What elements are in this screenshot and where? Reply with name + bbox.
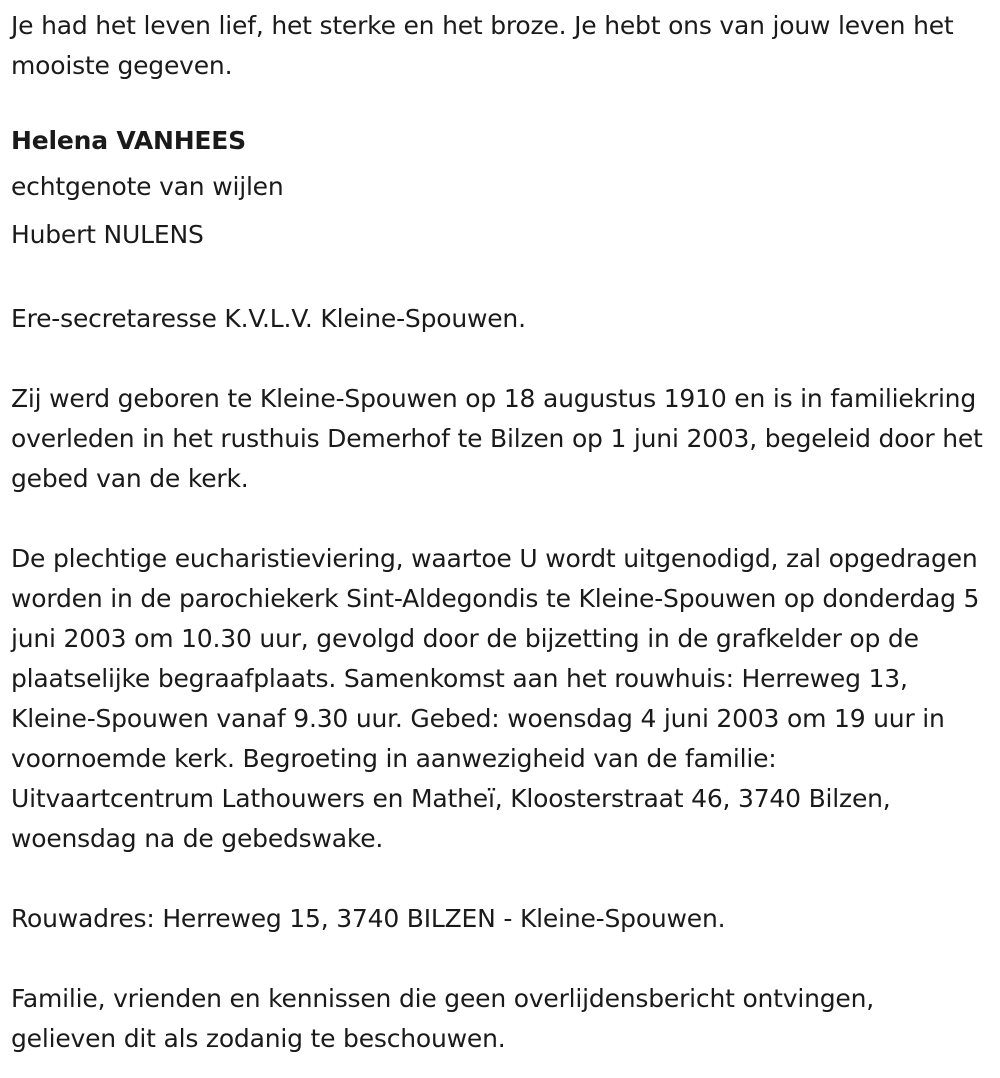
obituary-document: [11, 6, 986, 1059]
address-line: Rouwadres: Herreweg 15, 3740 BILZEN - Kleine-Spouwen.: [11, 904, 726, 933]
birth-death-paragraph: Zij werd geboren te Kleine-Spouwen op 18 augustus 1910 en is in familiekring overleden in het rusthuis Demerhof te Bilzen op 1 juni 2003, begeleid door het gebed van de kerk.: [11, 384, 983, 493]
title-line: Ere-secretaresse K.V.L.V. Kleine-Spouwen.: [11, 304, 526, 333]
spacer: [11, 859, 986, 899]
spacer: [11, 339, 986, 379]
deceased-name: Helena VANHEES: [11, 126, 246, 155]
closing-paragraph: Familie, vrienden en kennissen die geen overlijdensbericht ontvingen, gelieven dit als zodanig te beschouwen.: [11, 984, 875, 1053]
relation-line: echtgenote van wijlen: [11, 172, 284, 201]
ceremony-paragraph: De plechtige eucharistieviering, waartoe U wordt uitgenodigd, zal opgedragen worden in de parochiekerk Sint-Aldegondis te Kleine-Spouwen op donderdag 5 juni 2003 om 10.30 uur, gevolgd door de bijzetting in de grafkelder op de plaatselijke begraafplaats. Samenkomst aan het rouwhuis: Herreweg 13, Kleine-Spouwen vanaf 9.30 uur. Gebed: woensdag 4 juni 2003 om 19 uur in voornoemde kerk. Begroeting in aanwezigheid van de familie: Uitvaartcentrum Lathouwers en Matheï, Kloosterstraat 46, 3740 Bilzen, woensdag na de gebedswake.: [11, 544, 980, 853]
motto-paragraph: Je had het leven lief, het sterke en het broze. Je hebt ons van jouw leven het mooiste gegeven.: [11, 11, 954, 80]
spacer: [11, 939, 986, 979]
spacer: [11, 259, 986, 299]
spacer: [11, 499, 986, 539]
spouse-name: Hubert NULENS: [11, 220, 204, 249]
